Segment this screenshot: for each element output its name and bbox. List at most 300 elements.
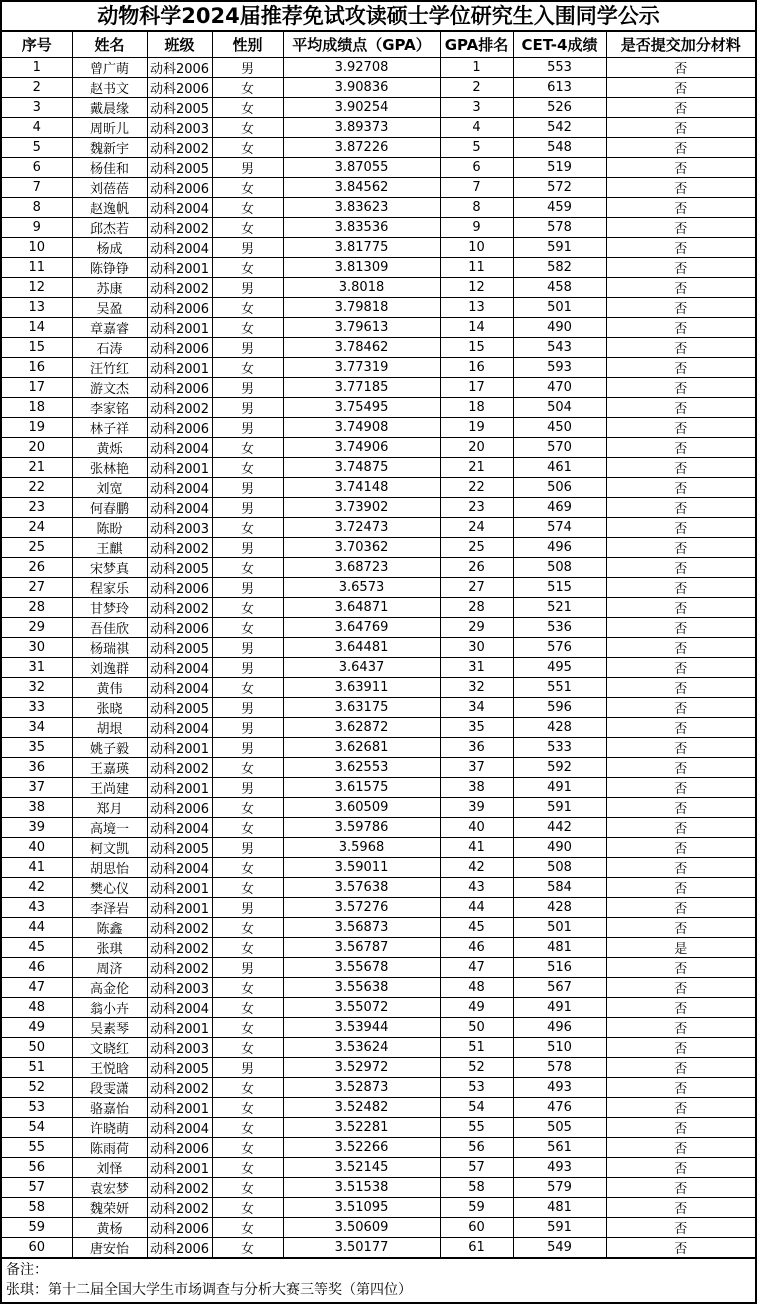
table-cell: 54 bbox=[2, 1118, 72, 1138]
table-cell: 动科2004 bbox=[147, 718, 212, 738]
table-row bbox=[2, 1098, 755, 1118]
table-cell: 动科2001 bbox=[147, 878, 212, 898]
table-cell: 3.90254 bbox=[283, 98, 440, 118]
table-cell: 3.56873 bbox=[283, 918, 440, 938]
table-cell: 428 bbox=[513, 898, 606, 918]
table-row bbox=[2, 938, 755, 958]
table-row bbox=[2, 1218, 755, 1238]
table-cell: 496 bbox=[513, 538, 606, 558]
table-cell: 549 bbox=[513, 1238, 606, 1258]
table-cell: 3.50177 bbox=[283, 1238, 440, 1258]
table-cell: 女 bbox=[212, 758, 283, 778]
table-cell: 刘蓓蓓 bbox=[72, 178, 147, 198]
table-cell: 3.57276 bbox=[283, 898, 440, 918]
table-cell: 否 bbox=[606, 838, 755, 858]
table-cell: 王麒 bbox=[72, 538, 147, 558]
table-cell: 袁宏梦 bbox=[72, 1178, 147, 1198]
table-cell: 动科2002 bbox=[147, 278, 212, 298]
table-cell: 3.90836 bbox=[283, 78, 440, 98]
column-header: GPA排名 bbox=[440, 31, 513, 58]
table-cell: 动科2003 bbox=[147, 1038, 212, 1058]
table-cell: 3.51095 bbox=[283, 1198, 440, 1218]
table-cell: 柯文凯 bbox=[72, 838, 147, 858]
table-cell: 动科2003 bbox=[147, 118, 212, 138]
table-cell: 动科2006 bbox=[147, 618, 212, 638]
table-cell: 53 bbox=[440, 1078, 513, 1098]
table-cell: 动科2006 bbox=[147, 378, 212, 398]
table-cell: 493 bbox=[513, 1078, 606, 1098]
table-cell: 3.70362 bbox=[283, 538, 440, 558]
table-cell: 否 bbox=[606, 158, 755, 178]
table-cell: 12 bbox=[2, 278, 72, 298]
table-cell: 否 bbox=[606, 398, 755, 418]
table-cell: 516 bbox=[513, 958, 606, 978]
table-body bbox=[2, 58, 755, 1258]
table-cell: 519 bbox=[513, 158, 606, 178]
table-cell: 553 bbox=[513, 58, 606, 78]
table-cell: 2 bbox=[440, 78, 513, 98]
table-cell: 3.77185 bbox=[283, 378, 440, 398]
table-cell: 男 bbox=[212, 378, 283, 398]
table-cell: 495 bbox=[513, 658, 606, 678]
table-cell: 21 bbox=[2, 458, 72, 478]
table-cell: 女 bbox=[212, 1098, 283, 1118]
table-cell: 否 bbox=[606, 958, 755, 978]
table-cell: 高金伦 bbox=[72, 978, 147, 998]
table-cell: 动科2002 bbox=[147, 918, 212, 938]
table-cell: 3.87226 bbox=[283, 138, 440, 158]
table-cell: 54 bbox=[440, 1098, 513, 1118]
table-cell: 否 bbox=[606, 478, 755, 498]
table-row bbox=[2, 738, 755, 758]
table-cell: 491 bbox=[513, 998, 606, 1018]
table-cell: 女 bbox=[212, 978, 283, 998]
table-cell: 7 bbox=[2, 178, 72, 198]
table-cell: 3.64871 bbox=[283, 598, 440, 618]
table-cell: 34 bbox=[2, 718, 72, 738]
table-cell: 陈鑫 bbox=[72, 918, 147, 938]
table-cell: 39 bbox=[440, 798, 513, 818]
table-cell: 否 bbox=[606, 678, 755, 698]
table-cell: 动科2002 bbox=[147, 398, 212, 418]
table-row bbox=[2, 218, 755, 238]
table-cell: 3.63911 bbox=[283, 678, 440, 698]
table-cell: 动科2004 bbox=[147, 678, 212, 698]
table-cell: 动科2005 bbox=[147, 158, 212, 178]
table-row bbox=[2, 538, 755, 558]
table-cell: 动科2006 bbox=[147, 1218, 212, 1238]
table-cell: 506 bbox=[513, 478, 606, 498]
table-row bbox=[2, 158, 755, 178]
table-cell: 591 bbox=[513, 238, 606, 258]
table-cell: 53 bbox=[2, 1098, 72, 1118]
table-row bbox=[2, 338, 755, 358]
table-cell: 3.51538 bbox=[283, 1178, 440, 1198]
table-cell: 张琪 bbox=[72, 938, 147, 958]
table-cell: 37 bbox=[2, 778, 72, 798]
table-cell: 女 bbox=[212, 618, 283, 638]
table-cell: 曾广萌 bbox=[72, 58, 147, 78]
table-cell: 动科2001 bbox=[147, 1158, 212, 1178]
table-cell: 3 bbox=[440, 98, 513, 118]
table-cell: 576 bbox=[513, 638, 606, 658]
table-cell: 郑月 bbox=[72, 798, 147, 818]
table-cell: 56 bbox=[2, 1158, 72, 1178]
table-cell: 491 bbox=[513, 778, 606, 798]
table-cell: 女 bbox=[212, 798, 283, 818]
table-cell: 男 bbox=[212, 718, 283, 738]
column-header: 姓名 bbox=[72, 31, 147, 58]
table-cell: 505 bbox=[513, 1118, 606, 1138]
table-cell: 56 bbox=[440, 1138, 513, 1158]
table-cell: 4 bbox=[2, 118, 72, 138]
table-row bbox=[2, 238, 755, 258]
table-cell: 5 bbox=[2, 138, 72, 158]
table-cell: 450 bbox=[513, 418, 606, 438]
table-cell: 否 bbox=[606, 638, 755, 658]
table-cell: 543 bbox=[513, 338, 606, 358]
table-cell: 否 bbox=[606, 278, 755, 298]
table-cell: 男 bbox=[212, 838, 283, 858]
table-cell: 3.52972 bbox=[283, 1058, 440, 1078]
table-cell: 18 bbox=[2, 398, 72, 418]
table-cell: 女 bbox=[212, 998, 283, 1018]
table-cell: 胡思怡 bbox=[72, 858, 147, 878]
table-cell: 16 bbox=[2, 358, 72, 378]
table-cell: 48 bbox=[2, 998, 72, 1018]
table-cell: 否 bbox=[606, 1178, 755, 1198]
table-row bbox=[2, 98, 755, 118]
table-cell: 女 bbox=[212, 438, 283, 458]
table-cell: 否 bbox=[606, 498, 755, 518]
table-cell: 30 bbox=[2, 638, 72, 658]
table-cell: 动科2005 bbox=[147, 1058, 212, 1078]
table-row bbox=[2, 658, 755, 678]
table-cell: 3.81309 bbox=[283, 258, 440, 278]
table-cell: 动科2006 bbox=[147, 338, 212, 358]
table-cell: 否 bbox=[606, 758, 755, 778]
table-cell: 男 bbox=[212, 1058, 283, 1078]
table-cell: 3.52873 bbox=[283, 1078, 440, 1098]
table-cell: 动科2006 bbox=[147, 78, 212, 98]
table-cell: 57 bbox=[440, 1158, 513, 1178]
table-cell: 15 bbox=[440, 338, 513, 358]
table-cell: 动科2002 bbox=[147, 958, 212, 978]
table-cell: 动科2006 bbox=[147, 178, 212, 198]
table-cell: 510 bbox=[513, 1038, 606, 1058]
table-cell: 动科2002 bbox=[147, 218, 212, 238]
table-cell: 动科2003 bbox=[147, 518, 212, 538]
table-cell: 50 bbox=[2, 1038, 72, 1058]
table-cell: 否 bbox=[606, 1058, 755, 1078]
column-header: 性别 bbox=[212, 31, 283, 58]
table-cell: 魏新宇 bbox=[72, 138, 147, 158]
table-cell: 579 bbox=[513, 1178, 606, 1198]
table-cell: 58 bbox=[440, 1178, 513, 1198]
table-cell: 458 bbox=[513, 278, 606, 298]
table-cell: 40 bbox=[2, 838, 72, 858]
table-cell: 3.79613 bbox=[283, 318, 440, 338]
table-cell: 37 bbox=[440, 758, 513, 778]
table-cell: 3.62553 bbox=[283, 758, 440, 778]
table-cell: 否 bbox=[606, 298, 755, 318]
table-cell: 3.8018 bbox=[283, 278, 440, 298]
table-cell: 3.74148 bbox=[283, 478, 440, 498]
table-row bbox=[2, 198, 755, 218]
table-cell: 否 bbox=[606, 318, 755, 338]
table-cell: 女 bbox=[212, 98, 283, 118]
table-cell: 6 bbox=[2, 158, 72, 178]
table-cell: 501 bbox=[513, 298, 606, 318]
table-cell: 33 bbox=[2, 698, 72, 718]
table-cell: 470 bbox=[513, 378, 606, 398]
table-cell: 否 bbox=[606, 58, 755, 78]
column-header: 班级 bbox=[147, 31, 212, 58]
table-cell: 15 bbox=[2, 338, 72, 358]
table-cell: 548 bbox=[513, 138, 606, 158]
table-cell: 女 bbox=[212, 1018, 283, 1038]
table-cell: 32 bbox=[2, 678, 72, 698]
table-cell: 杨瑞祺 bbox=[72, 638, 147, 658]
table-cell: 女 bbox=[212, 1158, 283, 1178]
table-cell: 女 bbox=[212, 138, 283, 158]
table-cell: 31 bbox=[2, 658, 72, 678]
table-cell: 51 bbox=[2, 1058, 72, 1078]
table-row bbox=[2, 438, 755, 458]
table-cell: 女 bbox=[212, 178, 283, 198]
table-cell: 否 bbox=[606, 1038, 755, 1058]
table-cell: 是 bbox=[606, 938, 755, 958]
table-cell: 26 bbox=[440, 558, 513, 578]
table-cell: 否 bbox=[606, 1198, 755, 1218]
table-row bbox=[2, 918, 755, 938]
table-cell: 女 bbox=[212, 218, 283, 238]
table-cell: 584 bbox=[513, 878, 606, 898]
table-cell: 13 bbox=[2, 298, 72, 318]
table-cell: 60 bbox=[440, 1218, 513, 1238]
table-cell: 29 bbox=[2, 618, 72, 638]
table-row bbox=[2, 558, 755, 578]
table-cell: 29 bbox=[440, 618, 513, 638]
table-cell: 赵逸帆 bbox=[72, 198, 147, 218]
table-cell: 否 bbox=[606, 258, 755, 278]
table-cell: 否 bbox=[606, 138, 755, 158]
table-cell: 490 bbox=[513, 318, 606, 338]
table-cell: 481 bbox=[513, 1198, 606, 1218]
table-cell: 刘怿 bbox=[72, 1158, 147, 1178]
table-cell: 否 bbox=[606, 738, 755, 758]
table-cell: 47 bbox=[2, 978, 72, 998]
table-cell: 570 bbox=[513, 438, 606, 458]
table-cell: 40 bbox=[440, 818, 513, 838]
table-cell: 女 bbox=[212, 558, 283, 578]
table-cell: 3.89373 bbox=[283, 118, 440, 138]
table-cell: 3.60509 bbox=[283, 798, 440, 818]
table-cell: 3.53624 bbox=[283, 1038, 440, 1058]
table-cell: 吴盈 bbox=[72, 298, 147, 318]
table-row bbox=[2, 318, 755, 338]
table-cell: 32 bbox=[440, 678, 513, 698]
table-cell: 3.61575 bbox=[283, 778, 440, 798]
table-row bbox=[2, 78, 755, 98]
table-cell: 男 bbox=[212, 778, 283, 798]
table-cell: 否 bbox=[606, 598, 755, 618]
table-cell: 动科2004 bbox=[147, 238, 212, 258]
table-row bbox=[2, 418, 755, 438]
table-cell: 动科2002 bbox=[147, 138, 212, 158]
table-cell: 542 bbox=[513, 118, 606, 138]
table-cell: 24 bbox=[440, 518, 513, 538]
table-cell: 3.62872 bbox=[283, 718, 440, 738]
table-row bbox=[2, 818, 755, 838]
table-cell: 否 bbox=[606, 558, 755, 578]
table-cell: 男 bbox=[212, 278, 283, 298]
table-cell: 3.79818 bbox=[283, 298, 440, 318]
table-cell: 否 bbox=[606, 718, 755, 738]
table-cell: 男 bbox=[212, 58, 283, 78]
table-cell: 否 bbox=[606, 378, 755, 398]
table-cell: 16 bbox=[440, 358, 513, 378]
table-cell: 否 bbox=[606, 218, 755, 238]
table-cell: 否 bbox=[606, 438, 755, 458]
table-cell: 程家乐 bbox=[72, 578, 147, 598]
table-row bbox=[2, 1118, 755, 1138]
table-cell: 35 bbox=[2, 738, 72, 758]
table-row bbox=[2, 138, 755, 158]
table-cell: 578 bbox=[513, 218, 606, 238]
table-cell: 43 bbox=[2, 898, 72, 918]
table-cell: 3.87055 bbox=[283, 158, 440, 178]
table-cell: 否 bbox=[606, 818, 755, 838]
table-cell: 否 bbox=[606, 1218, 755, 1238]
table-cell: 23 bbox=[2, 498, 72, 518]
table-cell: 52 bbox=[440, 1058, 513, 1078]
table-cell: 否 bbox=[606, 338, 755, 358]
column-header: 序号 bbox=[2, 31, 72, 58]
table-row bbox=[2, 478, 755, 498]
table-row bbox=[2, 718, 755, 738]
table-cell: 动科2006 bbox=[147, 798, 212, 818]
table-cell: 9 bbox=[2, 218, 72, 238]
table-cell: 461 bbox=[513, 458, 606, 478]
table-cell: 女 bbox=[212, 198, 283, 218]
table-row bbox=[2, 678, 755, 698]
table-cell: 陈铮铮 bbox=[72, 258, 147, 278]
table-cell: 陈雨荷 bbox=[72, 1138, 147, 1158]
table-cell: 38 bbox=[440, 778, 513, 798]
table-cell: 否 bbox=[606, 1018, 755, 1038]
column-header: CET-4成绩 bbox=[513, 31, 606, 58]
table-cell: 王悦晗 bbox=[72, 1058, 147, 1078]
table-cell: 动科2001 bbox=[147, 778, 212, 798]
table-row bbox=[2, 58, 755, 78]
table-cell: 何春鹏 bbox=[72, 498, 147, 518]
table-cell: 59 bbox=[2, 1218, 72, 1238]
table-row bbox=[2, 178, 755, 198]
table-cell: 55 bbox=[440, 1118, 513, 1138]
table-cell: 49 bbox=[440, 998, 513, 1018]
table-cell: 36 bbox=[2, 758, 72, 778]
table-cell: 男 bbox=[212, 698, 283, 718]
table-cell: 8 bbox=[2, 198, 72, 218]
table-cell: 否 bbox=[606, 418, 755, 438]
table-cell: 42 bbox=[440, 858, 513, 878]
table-cell: 3.81775 bbox=[283, 238, 440, 258]
table-cell: 3.62681 bbox=[283, 738, 440, 758]
table-cell: 508 bbox=[513, 858, 606, 878]
table-row bbox=[2, 458, 755, 478]
table-cell: 邱杰若 bbox=[72, 218, 147, 238]
table-cell: 游文杰 bbox=[72, 378, 147, 398]
table-cell: 女 bbox=[212, 518, 283, 538]
table-cell: 42 bbox=[2, 878, 72, 898]
page-title: 动物科学2024届推荐免试攻读硕士学位研究生入围同学公示 bbox=[97, 4, 660, 28]
table-cell: 否 bbox=[606, 518, 755, 538]
table-cell: 526 bbox=[513, 98, 606, 118]
table-cell: 宋梦真 bbox=[72, 558, 147, 578]
table-cell: 536 bbox=[513, 618, 606, 638]
table-cell: 51 bbox=[440, 1038, 513, 1058]
footer-note bbox=[2, 1258, 755, 1302]
table-cell: 592 bbox=[513, 758, 606, 778]
table-cell: 6 bbox=[440, 158, 513, 178]
table-cell: 动科2001 bbox=[147, 898, 212, 918]
table-cell: 3.6573 bbox=[283, 578, 440, 598]
table-cell: 女 bbox=[212, 858, 283, 878]
table-cell: 黄烁 bbox=[72, 438, 147, 458]
table-cell: 3.64769 bbox=[283, 618, 440, 638]
table-cell: 石涛 bbox=[72, 338, 147, 358]
table-cell: 女 bbox=[212, 458, 283, 478]
table-cell: 男 bbox=[212, 578, 283, 598]
table-cell: 动科2001 bbox=[147, 738, 212, 758]
table-cell: 3.74906 bbox=[283, 438, 440, 458]
table-cell: 533 bbox=[513, 738, 606, 758]
table-row bbox=[2, 958, 755, 978]
table-cell: 582 bbox=[513, 258, 606, 278]
table-cell: 赵书文 bbox=[72, 78, 147, 98]
table-cell: 25 bbox=[440, 538, 513, 558]
table-cell: 动科2003 bbox=[147, 978, 212, 998]
table-cell: 动科2005 bbox=[147, 838, 212, 858]
table-row bbox=[2, 898, 755, 918]
table-cell: 否 bbox=[606, 658, 755, 678]
table-cell: 59 bbox=[440, 1198, 513, 1218]
table-cell: 27 bbox=[440, 578, 513, 598]
table-cell: 19 bbox=[2, 418, 72, 438]
table-cell: 动科2005 bbox=[147, 558, 212, 578]
table-row bbox=[2, 1078, 755, 1098]
table-cell: 3.53944 bbox=[283, 1018, 440, 1038]
table-cell: 女 bbox=[212, 1038, 283, 1058]
table-cell: 否 bbox=[606, 618, 755, 638]
table-cell: 3.59786 bbox=[283, 818, 440, 838]
table-cell: 否 bbox=[606, 178, 755, 198]
table-cell: 52 bbox=[2, 1078, 72, 1098]
table-cell: 8 bbox=[440, 198, 513, 218]
table-cell: 41 bbox=[440, 838, 513, 858]
table-cell: 3.55638 bbox=[283, 978, 440, 998]
table-row bbox=[2, 298, 755, 318]
table-cell: 3.92708 bbox=[283, 58, 440, 78]
table-cell: 否 bbox=[606, 198, 755, 218]
table-cell: 490 bbox=[513, 838, 606, 858]
table-cell: 动科2002 bbox=[147, 758, 212, 778]
table-cell: 3.63175 bbox=[283, 698, 440, 718]
table-cell: 否 bbox=[606, 858, 755, 878]
table-cell: 否 bbox=[606, 878, 755, 898]
table-cell: 14 bbox=[440, 318, 513, 338]
